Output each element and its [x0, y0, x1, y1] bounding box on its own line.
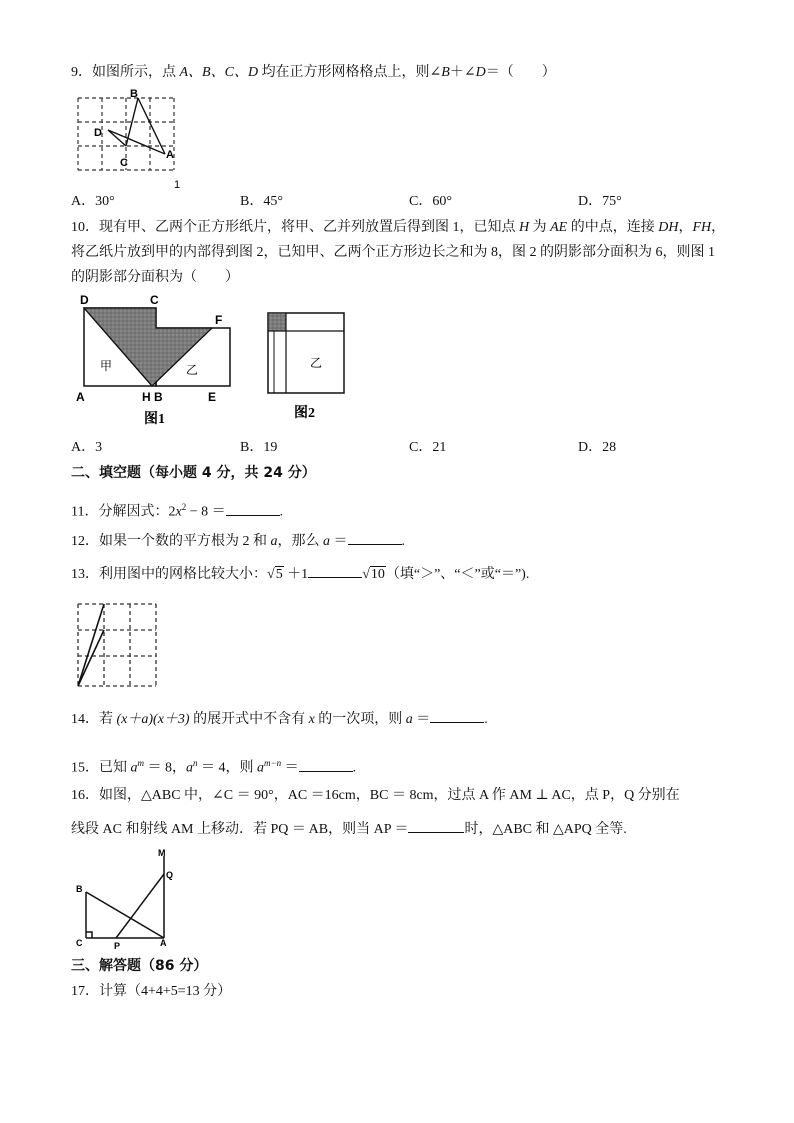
q9-label-b: B	[130, 88, 138, 100]
q10-option-b[interactable]: B．19	[240, 440, 278, 455]
sqrt-10: √10	[362, 567, 385, 582]
q13-grid-figure	[70, 596, 165, 696]
q14-stem: 14．若 (x＋a)(x＋3) 的展开式中不含有 x 的一次项，则 a ＝ .	[71, 708, 488, 730]
q10-stem-line3: 的阴影部分面积为（ ）	[71, 270, 239, 285]
q16-stem-line2: 线段 AC 和射线 AM 上移动．若 PQ ＝ AB，则当 AP ＝ 时，△ABC 和 △APQ 全等.	[71, 818, 627, 840]
q15-stem: 15．已知 $a^m = 8$，$a^n = 4$，则 $a^{m-n}$ ＝ .	[71, 758, 357, 776]
q10-option-a[interactable]: A．3	[71, 440, 103, 455]
q10-option-d[interactable]: D．28	[578, 440, 617, 455]
q9-option-c[interactable]: C．60°	[409, 194, 452, 209]
q9-option-d[interactable]: D．75°	[578, 194, 622, 209]
q10-figure-2	[262, 305, 352, 425]
fig2-label-yi: 乙	[310, 356, 323, 370]
fig1-label-yi: 乙	[186, 363, 199, 377]
q16-label-b: B	[76, 884, 83, 894]
q9-label-d: D	[94, 127, 102, 139]
q14-answer-blank[interactable]	[430, 708, 484, 723]
fig1-caption: 图1	[144, 412, 165, 427]
q16-label-q: Q	[166, 870, 174, 880]
q16-stem-line1: 16．如图，△ABC 中，∠C ＝ 90°，AC ＝16cm，BC ＝ 8cm，过点 A 作 AM ⊥ AC，点 P，Q 分别在	[71, 788, 680, 803]
fig1-label-c: C	[150, 293, 159, 307]
q9-stem: 9．如图所示，点 A、B、C、D 均在正方形网格格点上，则∠B＋∠D＝（ ）	[71, 65, 556, 80]
fig1-label-jia: 甲	[100, 359, 113, 373]
q13-stem: 13．利用图中的网格比较大小：√5 ＋1 √10（填“＞”、“＜”或“＝”).	[71, 563, 529, 585]
q9-option-a[interactable]: A．30°	[71, 194, 115, 209]
q16-label-p: P	[114, 941, 121, 951]
fig1-label-hb: H B	[142, 390, 163, 404]
fig1-label-f: F	[215, 313, 223, 327]
q13-answer-blank[interactable]	[308, 563, 362, 578]
q9-label-corner: 1	[174, 179, 181, 191]
q16-triangle-figure	[70, 846, 185, 951]
q12-stem: 12．如果一个数的平方根为 2 和 a，那么 a ＝ .	[71, 530, 405, 552]
q16-label-a: A	[160, 938, 167, 948]
fig2-caption: 图2	[294, 406, 315, 421]
section-2-heading: 二、填空题（每小题 4 分，共 24 分）	[71, 465, 316, 481]
q16-label-m: M	[158, 848, 166, 858]
q11-answer-blank[interactable]	[226, 501, 280, 516]
fig1-label-d: D	[80, 293, 89, 307]
q9-label-c: C	[120, 157, 128, 169]
q9-option-b[interactable]: B．45°	[240, 194, 283, 209]
q16-label-c: C	[76, 938, 83, 948]
q11-stem: 11．分解因式：$2x^2 - 8$ ＝ .	[71, 502, 284, 520]
q10-option-c[interactable]: C．21	[409, 440, 447, 455]
q10-stem-line2: 将乙纸片放到甲的内部得到图 2，已知甲、乙两个正方形边长之和为 8，图 2 的阴影部分面积为 6，则图 1	[71, 245, 715, 260]
q12-answer-blank[interactable]	[348, 530, 402, 545]
fig1-label-e: E	[208, 390, 217, 404]
q9-label-a: A	[166, 149, 174, 161]
q17-stem: 17．计算（4+4+5=13 分）	[71, 984, 232, 999]
section-3-heading: 三、解答题（86 分）	[71, 958, 208, 974]
q16-answer-blank[interactable]	[408, 818, 464, 833]
sqrt-5: √5	[267, 567, 283, 582]
q9-grid-figure	[70, 86, 185, 192]
q15-answer-blank[interactable]	[299, 757, 353, 772]
q10-figure-1	[72, 290, 242, 430]
fig1-label-a: A	[76, 390, 85, 404]
q10-stem-line1: 10．现有甲、乙两个正方形纸片，将甲、乙并列放置后得到图 1，已知点 H 为 AE 的中点，连接 DH，FH，	[71, 220, 726, 235]
